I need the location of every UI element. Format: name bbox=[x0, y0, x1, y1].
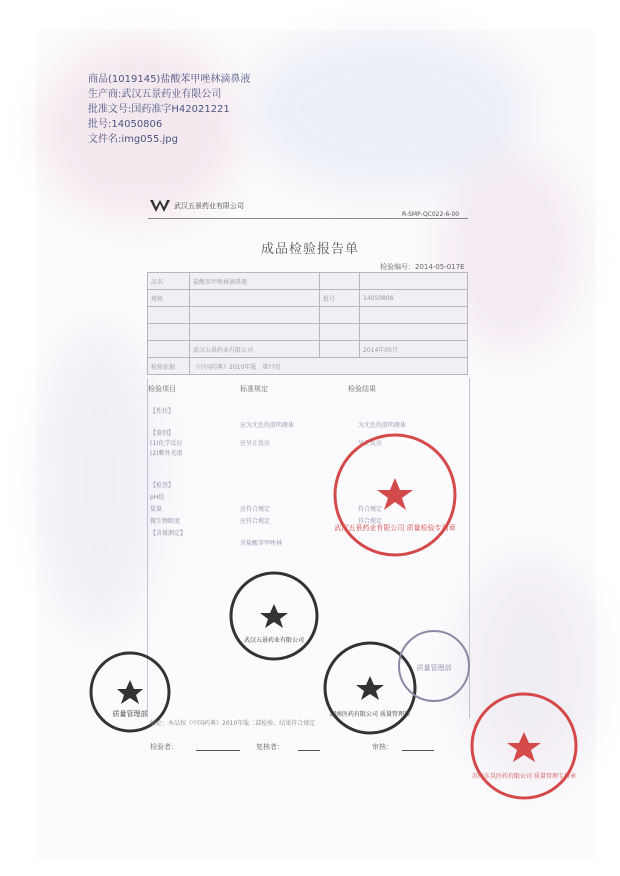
column-header-result: 检验结果 bbox=[348, 385, 376, 393]
table-cell bbox=[148, 307, 190, 324]
column-header-standard: 标准规定 bbox=[240, 385, 268, 393]
table-cell bbox=[320, 341, 360, 358]
table-cell: 武汉五景药业有限公司 bbox=[190, 341, 320, 358]
result-standard: 应符合规定 bbox=[240, 518, 271, 525]
logo-icon bbox=[150, 200, 170, 212]
result-standard: 应呈正反应 bbox=[240, 440, 271, 447]
table-row bbox=[148, 290, 468, 307]
table-cell: 《中国药典》2010年版 第??页 bbox=[190, 358, 468, 375]
table-cell bbox=[320, 324, 360, 341]
table-cell: 检验依据 bbox=[148, 358, 190, 375]
meta-batch: 批号:14050806 bbox=[88, 119, 163, 130]
result-standard: 含盐酸苯甲唑林 bbox=[240, 540, 283, 547]
table-cell: 14050806 bbox=[360, 290, 468, 307]
table-row bbox=[148, 307, 468, 324]
report-number: 检验编号：2014-05-017E bbox=[380, 263, 465, 271]
result-item: 【含量测定】 bbox=[150, 530, 187, 537]
result-item: 【性状】 bbox=[150, 408, 175, 415]
result-standard: 应符合规定 bbox=[240, 506, 271, 513]
seal-text: 武汉五景药业有限公司 bbox=[243, 637, 305, 644]
table-cell bbox=[190, 324, 320, 341]
column-header-item: 检验项目 bbox=[148, 385, 176, 393]
approver-label: 审核： bbox=[372, 743, 393, 751]
table-cell: 2014年05月 bbox=[360, 341, 468, 358]
approver-signature bbox=[402, 740, 434, 751]
tester-label: 检验者： bbox=[150, 743, 178, 751]
header-divider bbox=[148, 218, 468, 219]
table-row bbox=[148, 324, 468, 341]
meta-filename: 文件名:img055.jpg bbox=[88, 134, 178, 145]
inspection-seal bbox=[330, 430, 460, 560]
company-name: 武汉五景药业有限公司 bbox=[174, 202, 244, 210]
seal-text: 武汉五景药业有限公司 质量检验专用章 bbox=[334, 524, 456, 532]
product-info-table bbox=[147, 272, 468, 375]
table-cell bbox=[190, 290, 320, 307]
result-item: 微生物限度 bbox=[150, 518, 181, 525]
reviewer-label: 复核者： bbox=[256, 743, 284, 751]
meta-product: 商品(1019145)盐酸苯甲唑林滴鼻液 bbox=[88, 74, 251, 85]
result-value: 符合规定 bbox=[358, 506, 383, 513]
table-row bbox=[148, 341, 468, 358]
company-seal bbox=[228, 570, 320, 662]
faint-seal bbox=[396, 628, 472, 704]
result-item: 装量 bbox=[150, 506, 163, 513]
seal-text: 质量管理部 bbox=[416, 664, 452, 672]
meta-manufacturer: 生产商:武汉五景药业有限公司 bbox=[88, 89, 222, 100]
result-item: pH值 bbox=[150, 494, 165, 501]
result-item: 【检查】 bbox=[150, 482, 175, 489]
result-item: (1)化学反应 bbox=[150, 440, 183, 447]
table-cell bbox=[360, 273, 468, 290]
result-standard: 应为无色的澄明液体 bbox=[240, 422, 295, 429]
document-code: R-SMP-QC022-6-00 bbox=[402, 211, 460, 218]
seal-text: 质量管理部 bbox=[112, 710, 148, 718]
table-cell: 批号 bbox=[320, 290, 360, 307]
table-cell: 盐酸苯甲唑林滴鼻液 bbox=[190, 273, 320, 290]
meta-approval: 批准文号:国药准字H42021221 bbox=[88, 104, 230, 115]
result-value: 符合规定 bbox=[358, 518, 383, 525]
table-cell bbox=[360, 307, 468, 324]
table-cell: 品名 bbox=[148, 273, 190, 290]
table-cell bbox=[148, 324, 190, 341]
reviewer-signature bbox=[298, 740, 320, 751]
company-logo bbox=[150, 200, 244, 212]
table-row bbox=[148, 358, 468, 375]
table-cell bbox=[148, 341, 190, 358]
tester-signature bbox=[196, 740, 240, 751]
seal-text: 苏州东昊医药有限公司 质量管理专用章 bbox=[472, 773, 576, 780]
table-cell bbox=[190, 307, 320, 324]
result-item: (2)紫外光谱 bbox=[150, 450, 183, 457]
table-row bbox=[148, 273, 468, 290]
receiver-seal bbox=[468, 690, 580, 802]
table-cell bbox=[320, 307, 360, 324]
result-value: 呈正反应 bbox=[358, 440, 383, 447]
table-cell bbox=[360, 324, 468, 341]
table-cell: 规格 bbox=[148, 290, 190, 307]
result-item: 【鉴别】 bbox=[150, 430, 175, 437]
seal-text: 湖南医药有限公司 质量管理部 bbox=[330, 711, 410, 718]
result-value: 为无色的澄明液体 bbox=[358, 422, 407, 429]
conclusion-text: 结论：本品按《中国药典》2010年版二部检验，结果符合规定 bbox=[150, 720, 316, 727]
document-title: 成品检验报告单 bbox=[260, 242, 359, 257]
file-metadata bbox=[88, 72, 250, 147]
table-cell bbox=[320, 273, 360, 290]
